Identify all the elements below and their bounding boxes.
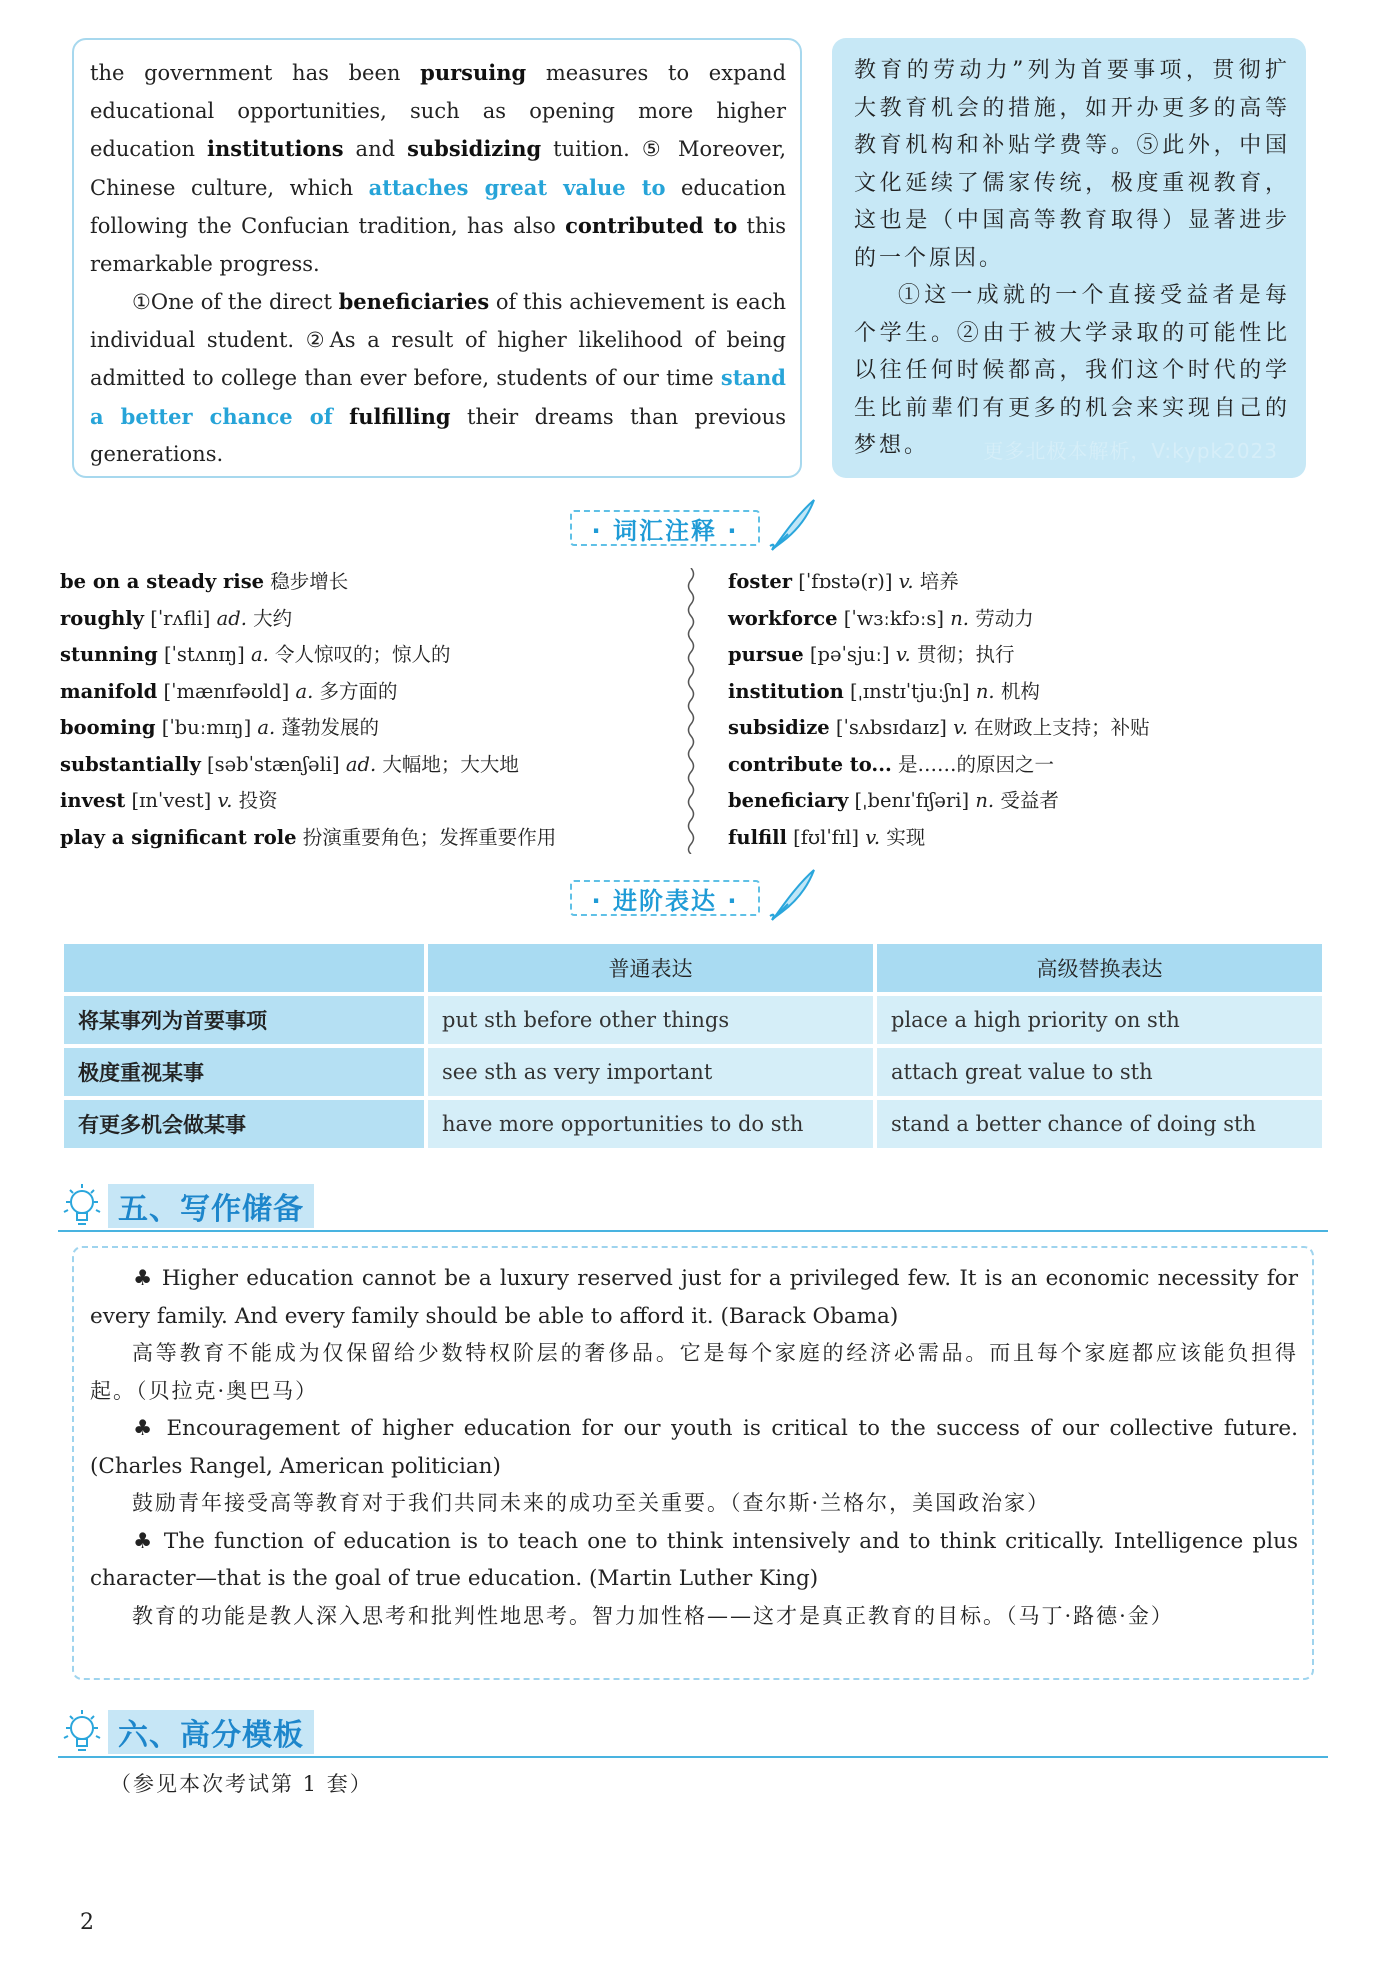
vocab-meaning: 蓬勃发展的 bbox=[281, 716, 379, 739]
vocab-word: pursue bbox=[728, 643, 804, 666]
club-icon: ♣ bbox=[133, 1528, 164, 1554]
vocab-phonetic: [ˈsʌbsɪdaɪz] bbox=[835, 716, 947, 739]
vocab-pos: n. bbox=[975, 789, 995, 812]
vocab-word: stunning bbox=[60, 643, 158, 666]
vocab-word: institution bbox=[728, 679, 844, 703]
table-row bbox=[64, 996, 1322, 1044]
vocab-phonetic: [ˈrʌfli] bbox=[150, 606, 211, 630]
vocab-pos: v. bbox=[898, 570, 914, 593]
vocab-meaning: 稳步增长 bbox=[270, 570, 349, 593]
vocab-word: workforce bbox=[728, 606, 838, 630]
vocab-pos: a. bbox=[257, 716, 276, 739]
table-header-row bbox=[64, 944, 1322, 992]
vocab-item bbox=[728, 783, 1150, 820]
vocab-pos: a. bbox=[250, 643, 269, 666]
table-cell: have more opportunities to do sth bbox=[428, 1100, 873, 1148]
table-row bbox=[64, 1100, 1322, 1148]
vocab-item bbox=[60, 747, 556, 784]
chinese-paragraph: ①这一成就的一个直接受益者是每个学生。②由于被大学录取的可能性比以往任何时候都高，我们这个时代的学生比前辈们有更多的机会来实现自己的梦想。 bbox=[854, 283, 1290, 458]
vocab-item bbox=[728, 601, 1150, 638]
vocab-phonetic: [ˌbenɪˈfɪʃəri] bbox=[854, 789, 970, 812]
vocab-phonetic: [pəˈsjuː] bbox=[809, 643, 890, 666]
text-run: this remarkable progress. bbox=[90, 214, 786, 276]
vocab-meaning: 劳动力 bbox=[975, 606, 1034, 630]
club-icon: ♣ bbox=[133, 1266, 162, 1291]
quill-icon bbox=[768, 866, 818, 922]
table-cell: see sth as very important bbox=[428, 1048, 873, 1096]
vocab-meaning: 实现 bbox=[886, 825, 926, 849]
vocab-phonetic: [fʊlˈfɪl] bbox=[793, 825, 859, 849]
quote-text: Encouragement of higher education for our youth is critical to the success of our collective future. (Charles Rangel, American politician) bbox=[90, 1416, 1298, 1479]
table-cell: 极度重视某事 bbox=[64, 1048, 424, 1096]
vocab-phonetic: [ˈwɜːkfɔːs] bbox=[843, 606, 945, 630]
vocab-phonetic: [ˈmænɪfəʊld] bbox=[163, 679, 290, 703]
vocab-pos: v. bbox=[865, 825, 881, 849]
quote-english bbox=[90, 1410, 1298, 1485]
vocab-word: booming bbox=[60, 716, 156, 739]
keyword: fulfilling bbox=[349, 403, 451, 429]
section-title: 六、高分模板 bbox=[108, 1710, 314, 1754]
vocab-meaning: 大约 bbox=[253, 606, 293, 630]
vocab-pos: n. bbox=[975, 679, 995, 703]
text-run: and bbox=[343, 137, 408, 161]
vocab-pos: v. bbox=[895, 643, 911, 666]
vocab-pos: ad. bbox=[345, 752, 377, 776]
vocab-item bbox=[60, 710, 556, 747]
quote-english bbox=[90, 1260, 1298, 1335]
quote-text: Higher education cannot be a luxury reserved just for a privileged few. It is an economic necessity for every family. And every family should be able to afford it. (Barack Obama) bbox=[90, 1266, 1298, 1329]
table-cell: 将某事列为首要事项 bbox=[64, 996, 424, 1044]
vocab-item bbox=[60, 820, 556, 857]
highlighted-phrase: stand a better chance of bbox=[90, 365, 786, 429]
text-run: the government has been bbox=[90, 61, 421, 85]
quote-text: The function of education is to teach one to think intensively and to think critically. Intelligence plus character—that is the goal of true education. (Martin Luther King) bbox=[90, 1528, 1299, 1591]
vocab-pos: a. bbox=[295, 679, 314, 703]
quote-chinese: 教育的功能是教人深入思考和批判性地思考。智力加性格——这才是真正教育的目标。（马丁·路德·金） bbox=[132, 1603, 1174, 1628]
vocab-item bbox=[728, 564, 1150, 601]
watermark: 更多北极本解析，V:kypk2023 bbox=[983, 438, 1278, 463]
vocab-item bbox=[728, 747, 1150, 784]
vocab-word: foster bbox=[728, 570, 793, 593]
vocab-word: manifold bbox=[60, 679, 158, 703]
vocab-meaning: 机构 bbox=[1000, 679, 1040, 703]
keyword: pursuing bbox=[420, 60, 527, 85]
vocab-word: invest bbox=[60, 789, 126, 812]
vocab-meaning: 是……的原因之一 bbox=[898, 752, 1055, 776]
vocab-word: roughly bbox=[60, 606, 145, 630]
vocab-meaning: 多方面的 bbox=[319, 679, 398, 703]
vocab-item bbox=[60, 674, 556, 711]
vocab-item bbox=[728, 674, 1150, 711]
keyword: institutions bbox=[207, 136, 344, 161]
table-header: 普通表达 bbox=[428, 944, 873, 992]
vocab-phonetic: [ɪnˈvest] bbox=[131, 789, 212, 812]
keyword: subsidizing bbox=[407, 136, 542, 161]
vocab-item bbox=[728, 820, 1150, 857]
vocab-word: be on a steady rise bbox=[60, 570, 265, 593]
vocab-list-right bbox=[728, 564, 1150, 856]
english-passage bbox=[72, 38, 802, 478]
lightbulb-icon bbox=[58, 1180, 106, 1232]
wavy-divider bbox=[684, 568, 698, 854]
vocab-word: contribute to... bbox=[728, 752, 892, 776]
section-header bbox=[58, 1704, 1328, 1758]
quill-icon bbox=[768, 496, 818, 552]
vocab-meaning: 扮演重要角色；发挥重要作用 bbox=[302, 825, 557, 849]
vocab-phonetic: [ˌɪnstɪˈtjuːʃn] bbox=[849, 679, 970, 703]
vocab-item bbox=[60, 601, 556, 638]
table-cell: 有更多机会做某事 bbox=[64, 1100, 424, 1148]
vocab-meaning: 投资 bbox=[238, 789, 278, 812]
vocab-item bbox=[60, 564, 556, 601]
vocab-meaning: 贯彻；执行 bbox=[916, 643, 1015, 666]
vocab-phonetic: [ˈbuːmɪŋ] bbox=[161, 716, 252, 739]
vocab-phonetic: [ˈfɒstə(r)] bbox=[798, 570, 893, 593]
section-title: 五、写作储备 bbox=[108, 1184, 314, 1228]
text-run: measures to expand educational opportunities, such as opening more higher education bbox=[90, 61, 787, 161]
advanced-expression-tag: · 进阶表达 · bbox=[570, 880, 760, 916]
table-cell: place a high priority on sth bbox=[877, 996, 1322, 1044]
vocab-word: beneficiary bbox=[728, 789, 849, 812]
quote-english bbox=[90, 1523, 1298, 1598]
vocab-word: substantially bbox=[60, 752, 201, 776]
vocab-meaning: 受益者 bbox=[1000, 789, 1059, 812]
vocab-word: fulfill bbox=[728, 825, 787, 849]
text-run: ①One of the direct bbox=[132, 290, 339, 314]
vocab-pos: n. bbox=[950, 606, 969, 630]
lightbulb-icon bbox=[58, 1706, 106, 1758]
vocab-pos: v. bbox=[953, 716, 968, 739]
reference-note: （参见本次考试第 1 套） bbox=[110, 1772, 373, 1796]
vocab-meaning: 大幅地；大大地 bbox=[382, 752, 519, 776]
english-paragraph bbox=[90, 54, 786, 283]
chinese-translation bbox=[832, 38, 1306, 478]
text-run: tuition. ⑤ Moreover, Chinese culture, which bbox=[90, 137, 787, 200]
expression-table bbox=[60, 940, 1326, 1152]
vocab-pos: v. bbox=[217, 789, 233, 812]
text-run: their dreams than previous generations. bbox=[90, 404, 786, 466]
keyword: beneficiaries bbox=[338, 289, 490, 314]
vocab-pos: ad. bbox=[216, 606, 247, 630]
quote-chinese: 鼓励青年接受高等教育对于我们共同未来的成功至关重要。（查尔斯·兰格尔，美国政治家） bbox=[132, 1491, 1051, 1515]
vocab-item bbox=[60, 637, 556, 674]
highlighted-phrase: attaches great value to bbox=[368, 174, 666, 200]
section-header bbox=[58, 1178, 1328, 1232]
quote-chinese: 高等教育不能成为仅保留给少数特权阶层的奢侈品。它是每个家庭的经济必需品。而且每个家庭都应该能负担得起。（贝拉克·奥巴马） bbox=[90, 1341, 1298, 1403]
table-header bbox=[64, 944, 424, 992]
vocab-word: subsidize bbox=[728, 716, 830, 739]
writing-quotes-box bbox=[72, 1246, 1314, 1680]
vocab-word: play a significant role bbox=[60, 825, 297, 849]
page-number: 2 bbox=[80, 1910, 94, 1935]
vocab-meaning: 培养 bbox=[919, 570, 959, 593]
vocab-list-left bbox=[60, 564, 556, 856]
text-run bbox=[333, 405, 349, 429]
table-cell: attach great value to sth bbox=[877, 1048, 1322, 1096]
table-cell: stand a better chance of doing sth bbox=[877, 1100, 1322, 1148]
vocab-item bbox=[60, 783, 556, 820]
table-header: 高级替换表达 bbox=[877, 944, 1322, 992]
vocab-meaning: 在财政上支持；补贴 bbox=[974, 716, 1150, 739]
vocab-phonetic: [səbˈstænʃəli] bbox=[207, 752, 340, 776]
chinese-paragraph: 教育的劳动力”列为首要事项，贯彻扩大教育机会的措施，如开办更多的高等教育机构和补贴学费等。⑤此外，中国文化延续了儒家传统，极度重视教育，这也是（中国高等教育取得）显著进步的一个原因。 bbox=[854, 58, 1290, 271]
text-run: education following the Confucian tradition, has also bbox=[90, 175, 786, 238]
keyword: contributed to bbox=[565, 213, 738, 238]
vocab-item bbox=[728, 637, 1150, 674]
text-run: of this achievement is each individual student. ②As a result of higher likelihood of being admitted to college than ever before, students of our time bbox=[90, 290, 786, 390]
table-row bbox=[64, 1048, 1322, 1096]
vocab-section-tag: · 词汇注释 · bbox=[570, 510, 760, 546]
table-cell: put sth before other things bbox=[428, 996, 873, 1044]
vocab-phonetic: [ˈstʌnɪŋ] bbox=[163, 643, 245, 666]
vocab-meaning: 令人惊叹的；惊人的 bbox=[274, 643, 451, 666]
english-paragraph bbox=[90, 283, 786, 474]
vocab-item bbox=[728, 710, 1150, 747]
club-icon: ♣ bbox=[133, 1416, 167, 1441]
